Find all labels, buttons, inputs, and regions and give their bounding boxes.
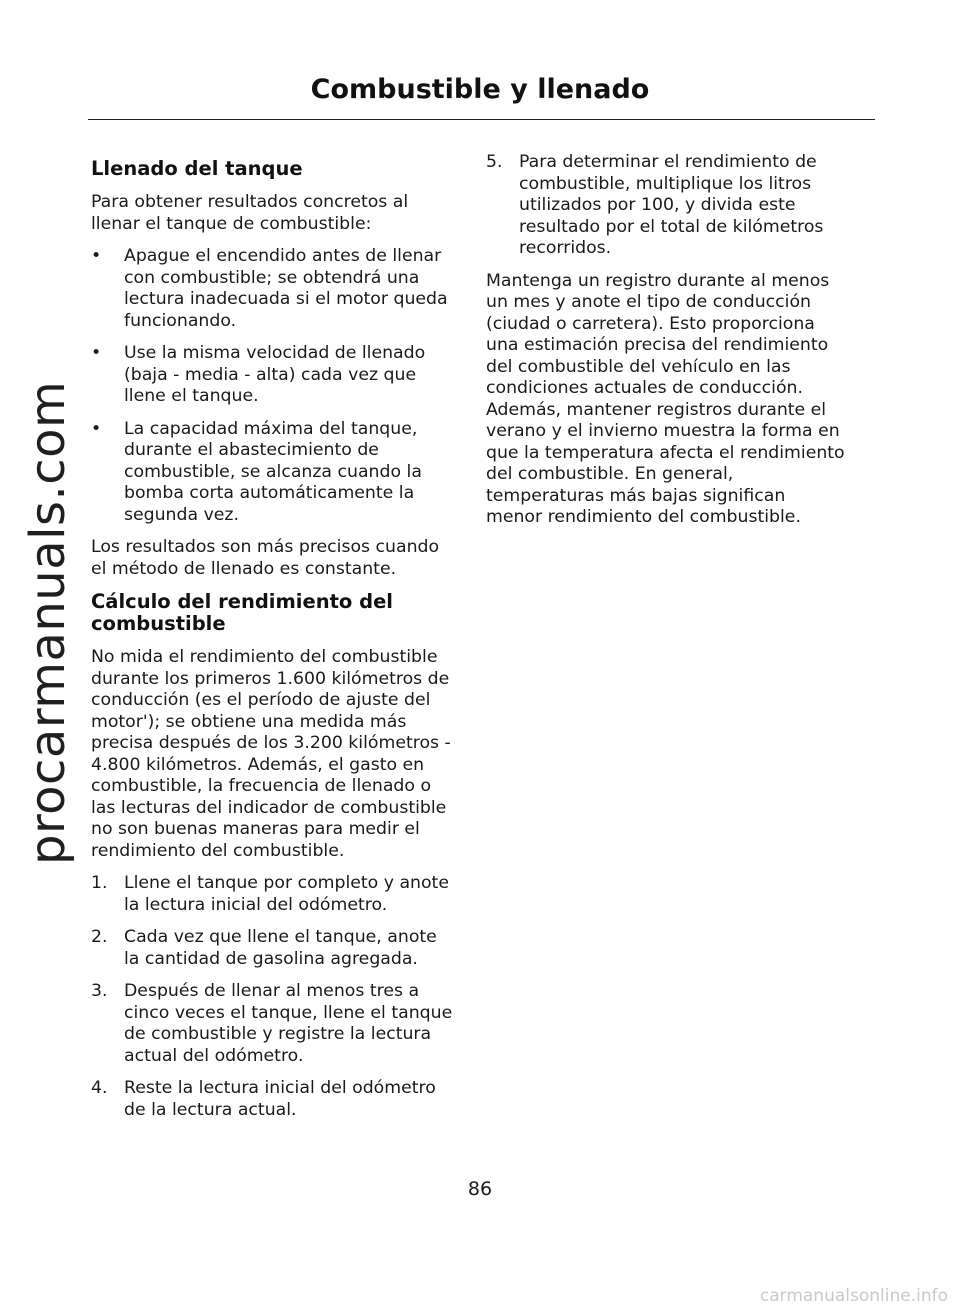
section-heading-calculo: Cálculo del rendimiento del combustible <box>91 590 393 635</box>
side-watermark: procarmanuals.com <box>20 380 76 865</box>
step-number: 4. <box>91 1078 108 1098</box>
bullet-marker: • <box>91 418 102 439</box>
list-item-text: Apague el encendido antes de llenar con combustible; se obtendrá una lectura inadecuada si el motor queda funcionando. <box>124 246 448 331</box>
record-paragraph: Mantenga un registro durante al menos un mes y anote el tipo de conducción (ciudad o carretera). Esto proporciona una estimación precisa del rendimiento del combustible del vehículo en las condiciones actuales de conducción. Además, mantener registros durante el verano y el invierno muestra la forma en que la temperatura afecta el rendimiento del combustible. En general, temperaturas más bajas significan menor rendimiento del combustible. <box>486 270 845 527</box>
right-column <box>486 152 846 540</box>
section-heading-llenado: Llenado del tanque <box>91 157 303 180</box>
step-text: Después de llenar al menos tres a cinco veces el tanque, llene el tanque de combustible y registre la lectura actual del odómetro. <box>124 981 453 1066</box>
footer-watermark: carmanualsonline.info <box>759 1286 948 1306</box>
step-text: Reste la lectura inicial del odómetro de la lectura actual. <box>124 1078 436 1120</box>
step-number: 3. <box>91 981 108 1001</box>
left-column <box>91 152 453 1132</box>
list-item <box>91 873 453 916</box>
bullet-marker: • <box>91 343 102 363</box>
bullet-marker: • <box>91 246 102 266</box>
list-item-text: Use la misma velocidad de llenado (baja - media - alta) cada vez que llene el tanque. <box>124 343 426 406</box>
bullet-list <box>91 246 453 526</box>
step-number: 2. <box>91 927 108 947</box>
list-item <box>91 343 453 408</box>
consistency-paragraph: Los resultados son más precisos cuando el método de llenado es constante. <box>91 537 440 579</box>
list-item-text: La capacidad máxima del tanque, durante el abastecimiento de combustible, se alcanza cuando la bomba corta automáticamente la segunda vez. <box>124 418 422 525</box>
list-item <box>486 152 846 260</box>
step-text: Cada vez que llene el tanque, anote la cantidad de gasolina agregada. <box>124 927 437 969</box>
page-number: 86 <box>467 1178 493 1200</box>
step-text: Para determinar el rendimiento de combustible, multiplique los litros utilizados por 100, y divida este resultado por el total de kilómetros recorridos. <box>519 152 824 258</box>
list-item <box>91 981 453 1067</box>
steps-list <box>91 873 453 1121</box>
intro-paragraph: Para obtener resultados concretos al llenar el tanque de combustible: <box>91 192 409 234</box>
list-item <box>91 927 453 970</box>
list-item <box>91 246 453 332</box>
list-item <box>91 1078 453 1121</box>
step-number: 1. <box>91 873 108 893</box>
step-number: 5. <box>486 152 503 172</box>
title-divider <box>88 119 875 120</box>
calculation-paragraph: No mida el rendimiento del combustible durante los primeros 1.600 kilómetros de conducción (es el período de ajuste del motor'); se obtiene una medida más precisa después de los 3.200 kilómetros - 4.800 kilómetros. Además, el gasto en combustible, la frecuencia de llenado o las lecturas del indicador de combustible no son buenas maneras para medir el rendimiento del combustible. <box>91 647 451 861</box>
steps-list-continued <box>486 152 846 260</box>
page-title: Combustible y llenado <box>310 74 650 105</box>
step-text: Llene el tanque por completo y anote la lectura inicial del odómetro. <box>124 873 449 915</box>
list-item <box>91 419 453 527</box>
